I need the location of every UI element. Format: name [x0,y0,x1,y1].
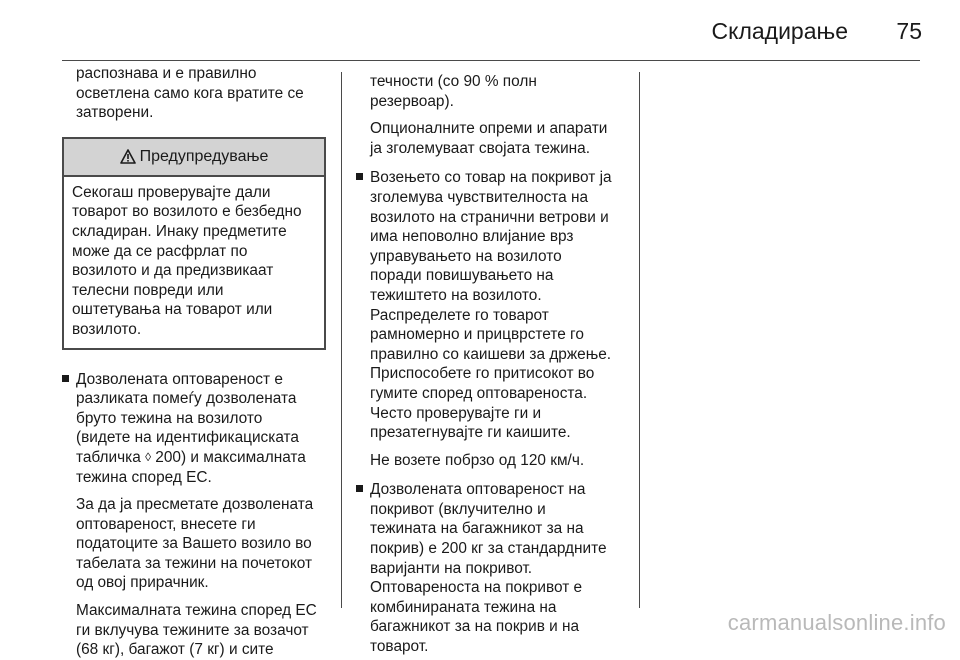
list-item-roof-load-capacity [356,480,632,656]
column-divider-right [639,72,640,608]
bullet-paragraph: Не возете побрзо од 120 км/ч. [370,451,585,469]
bullet-paragraph: Максималната тежина според ЕС ги вклучува тежините за возачот (68 кг), багажот (7 кг) и сите [76,602,317,659]
warning-triangle-icon [120,149,136,164]
list-item-roof-load-driving [356,168,632,470]
right-column [356,72,632,657]
continued-paragraph: Опционалните опреми и апарати ја зголемуваат својата тежина. [370,120,608,157]
intro-paragraph: распознава и е правилно осветлена само кога вратите се затворени. [76,65,304,122]
warning-text: Секогаш проверувајте дали товарот во возилото е безбедно складиран. Инаку предметите може да се расфрлат по возилото и да предизвикаат телесни повреди или оштетувања на товарот или возилото. [72,183,302,338]
left-column [62,64,326,660]
bullet-paragraph [76,370,326,488]
page-reference-link[interactable]: 200 [155,448,181,466]
column-divider-left [341,72,342,608]
warning-body [64,177,324,348]
page-title: Складирање [711,18,848,44]
header-divider [62,60,920,61]
page-reference-arrow-icon: ◊ [145,449,151,464]
bullet-paragraph: Возењето со товар на покривот ја зголемува чувствителноста на возилото на странични ветрови и има неповолно влијание врз управувањето на возилото поради повишувањето на тежиштето на возилото. Распределете го товарот рамномерно и прицврстете го правилно со каишеви за држење. Приспособете го притисокот во гумите според оптовареноста. Често проверувајте ги и презатегнувајте ги каишите. [370,169,612,442]
bullet-square-icon [356,485,363,492]
page-number: 75 [896,18,922,44]
bullet-paragraph: Дозволената оптовареност на покривот (вклучително и тежината на багажникот за на покрив) е 200 кг за стандардните варијанти на покривот. Оптовареноста на покривот е комбинираната тежина на багажникот за на покрив и на товарот. [370,481,607,656]
continued-text [356,72,632,158]
bullet-text: Дозволената оптовареност е разликата помеѓу дозволената бруто тежина на возилото (видете на идентификациската табличка [76,370,299,466]
warning-box [62,137,326,350]
warning-header [64,139,324,177]
watermark: carmanualsonline.info [727,610,946,635]
bullet-text: ) и максималната тежина според ЕС. [76,448,306,486]
list-item-load-capacity [62,370,326,660]
bullet-square-icon [62,375,69,382]
bullet-square-icon [356,173,363,180]
bullet-paragraph: За да ја пресметате дозволената оптовареност, внесете ги податоците за Вашето возило во табелата за тежини на почетокот од овој прирачник. [76,496,314,592]
continued-paragraph: течности (со 90 % полн резервоар). [370,73,537,110]
warning-title: Предупредување [139,147,269,165]
